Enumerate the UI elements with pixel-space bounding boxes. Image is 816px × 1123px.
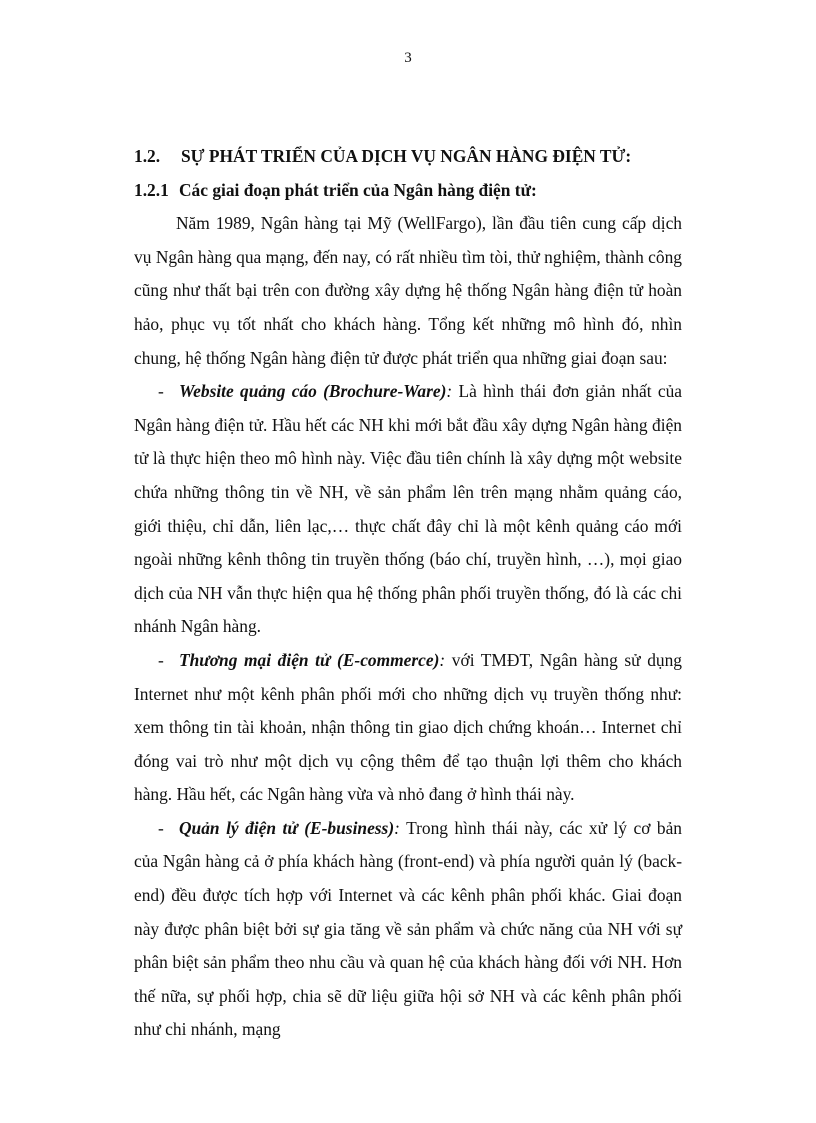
- list-item-e-commerce: [134, 644, 682, 812]
- bullet-dash: -: [158, 817, 164, 838]
- intro-paragraph: Năm 1989, Ngân hàng tại Mỹ (WellFargo), lần đầu tiên cung cấp dịch vụ Ngân hàng qua mạng, đến nay, có rất nhiều tìm tòi, thử nghiệm, thành công cũng như thất bại trên con đường xây dựng hệ thống Ngân hàng điện tử hoàn hảo, phục vụ tốt nhất cho khách hàng. Tổng kết những mô hình đó, nhìn chung, hệ thống Ngân hàng điện tử được phát triển qua những giai đoạn sau:: [134, 213, 682, 368]
- term-e-business: Quản lý điện tử (E-business): [179, 817, 395, 838]
- subsection-heading: [134, 174, 682, 208]
- subsection-title: Các giai đoạn phát triển của Ngân hàng điện tử:: [179, 179, 537, 200]
- term-colon: :: [394, 817, 400, 838]
- section-number: 1.2.: [134, 146, 161, 166]
- subsection-number: 1.2.1: [134, 179, 169, 200]
- term-e-commerce: Thương mại điện tử (E-commerce): [179, 649, 440, 670]
- section-heading: [134, 140, 682, 174]
- term-colon: :: [446, 381, 453, 402]
- page-number: 3: [404, 50, 412, 66]
- list-item-brochure-ware: [134, 375, 682, 644]
- document-body: [134, 140, 682, 1047]
- bullet-dash: -: [158, 649, 164, 670]
- item-text: Trong hình thái này, các xử lý cơ bản của Ngân hàng cả ở phía khách hàng (front-end) và phía người quản lý (back-end) đều được tích hợp với Internet và các kênh phân phối khác. Giai đoạn này được phân biệt bởi sự gia tăng về sản phẩm và chức năng của NH với sự phân biệt sản phẩm theo nhu cầu và quan hệ của khách hàng đối với NH. Hơn thế nữa, sự phối hợp, chia sẽ dữ liệu giữa hội sở NH và các kênh phân phối như chi nhánh, mạng: [134, 817, 682, 1040]
- term-colon: :: [439, 649, 446, 670]
- term-brochure-ware: Website quảng cáo (Brochure-Ware): [179, 381, 447, 402]
- section-title: SỰ PHÁT TRIỂN CỦA DỊCH VỤ NGÂN HÀNG ĐIỆN TỬ:: [181, 146, 632, 166]
- item-text: với TMĐT, Ngân hàng sử dụng Internet như một kênh phân phối mới cho những dịch vụ truyền thống như: xem thông tin tài khoản, nhận thông tin giao dịch chứng khoán… Internet chỉ đóng vai trò như một dịch vụ cộng thêm để tạo thuận lợi thêm cho khách hàng. Hầu hết, các Ngân hàng vừa và nhỏ đang ở hình thái này.: [134, 649, 682, 805]
- bullet-dash: -: [158, 381, 164, 402]
- item-text: Là hình thái đơn giản nhất của Ngân hàng điện tử. Hầu hết các NH khi mới bắt đầu xây dựng Ngân hàng điện tử là thực hiện theo mô hình này. Việc đầu tiên chính là xây dựng một website chứa những thông tin về NH, về sản phẩm lên trên mạng nhằm quảng cáo, giới thiệu, chỉ dẫn, liên lạc,… thực chất đây chỉ là một kênh quảng cáo mới ngoài những kênh thông tin truyền thống (báo chí, truyền hình, …), mọi giao dịch của NH vẫn thực hiện qua hệ thống phân phối truyền thống, đó là các chi nhánh Ngân hàng.: [134, 381, 682, 637]
- list-item-e-business: [134, 812, 682, 1047]
